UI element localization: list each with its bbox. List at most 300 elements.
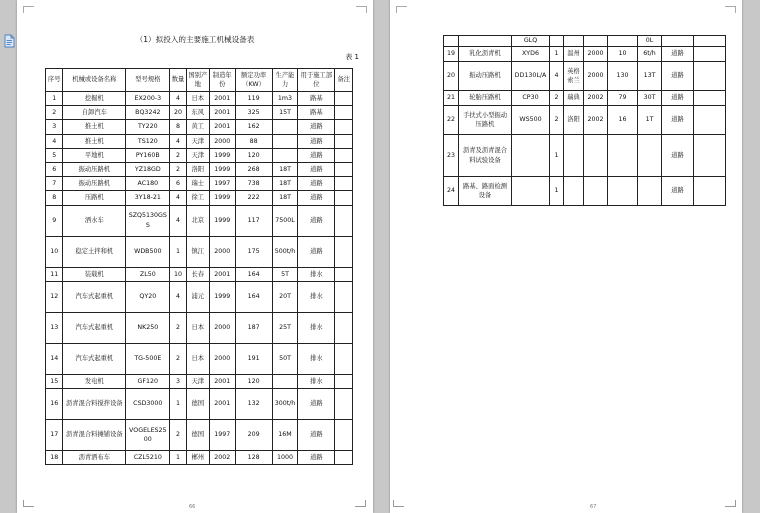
- table-cell: 温州: [564, 47, 584, 62]
- table-cell: 2001: [209, 374, 235, 388]
- table-cell: AC180: [126, 177, 170, 191]
- table-row: [46, 106, 353, 120]
- crop-mark: [355, 500, 366, 507]
- table-cell: 徐工: [186, 191, 209, 205]
- table-cell: [335, 419, 353, 450]
- table-cell: [694, 91, 726, 106]
- table-cell: 洒水车: [63, 205, 126, 236]
- table-cell: 10: [170, 267, 186, 281]
- table-cell: 道路: [662, 91, 694, 106]
- table-cell: [335, 236, 353, 267]
- table-cell: 1: [550, 47, 564, 62]
- table-cell: 14: [46, 343, 63, 374]
- left-page: [17, 0, 373, 513]
- table-cell: [335, 162, 353, 176]
- table-cell: 117: [235, 205, 272, 236]
- column-header: 国别产地: [186, 69, 209, 92]
- table-cell: WS500: [512, 106, 550, 135]
- table-cell: 162: [235, 120, 272, 134]
- table-row: [444, 36, 726, 47]
- table-cell: 1000: [272, 450, 298, 464]
- table-cell: 13: [46, 312, 63, 343]
- table-cell: 0L: [638, 36, 662, 47]
- table-cell: 88: [235, 134, 272, 148]
- table-cell: 738: [235, 177, 272, 191]
- table-cell: 13T: [638, 62, 662, 91]
- table-cell: [694, 135, 726, 177]
- table-row: [46, 281, 353, 312]
- table-cell: 20T: [272, 281, 298, 312]
- table-cell: 21: [444, 91, 459, 106]
- table-cell: 手扶式小型振动压路机: [459, 106, 512, 135]
- table-cell: 10: [46, 236, 63, 267]
- table-cell: 7500L: [272, 205, 298, 236]
- table-cell: 23: [444, 135, 459, 177]
- table-cell: 20: [444, 62, 459, 91]
- table-cell: CSD3000: [126, 388, 170, 419]
- table-cell: 3: [170, 374, 186, 388]
- table-row: [46, 191, 353, 205]
- table-cell: 压路机: [63, 191, 126, 205]
- table-row: [46, 92, 353, 106]
- table-cell: 18: [46, 450, 63, 464]
- crop-mark: [23, 6, 34, 13]
- table-cell: 镇江: [186, 236, 209, 267]
- table-cell: 2000: [209, 343, 235, 374]
- table-cell: 自卸汽车: [63, 106, 126, 120]
- table-row: [46, 177, 353, 191]
- table-cell: 120: [235, 148, 272, 162]
- table-cell: 209: [235, 419, 272, 450]
- table-cell: 推土机: [63, 120, 126, 134]
- table-cell: 挖掘机: [63, 92, 126, 106]
- table-number: 表 1: [345, 53, 359, 61]
- table-cell: [638, 135, 662, 177]
- table-cell: [335, 388, 353, 419]
- table-cell: 汽车式起重机: [63, 343, 126, 374]
- table-cell: [272, 374, 298, 388]
- table-cell: 8: [46, 191, 63, 205]
- table-cell: 191: [235, 343, 272, 374]
- table-cell: 德国: [186, 388, 209, 419]
- table-cell: 1999: [209, 205, 235, 236]
- table-cell: 18T: [272, 162, 298, 176]
- table-cell: 300t/h: [272, 388, 298, 419]
- table-cell: 4: [170, 281, 186, 312]
- table-cell: 3: [46, 120, 63, 134]
- table-cell: 日本: [186, 343, 209, 374]
- table-row: [46, 162, 353, 176]
- table-cell: 发电机: [63, 374, 126, 388]
- table-cell: [694, 177, 726, 206]
- table-cell: 119: [235, 92, 272, 106]
- table-cell: 北京: [186, 205, 209, 236]
- table-cell: GLQ: [512, 36, 550, 47]
- table-cell: 2: [170, 419, 186, 450]
- column-header: 机械或设备名称: [63, 69, 126, 92]
- table-cell: [335, 120, 353, 134]
- table-cell: 洛阳: [564, 106, 584, 135]
- column-header: 数量: [170, 69, 186, 92]
- table-cell: 沥青混合料摊铺设备: [63, 419, 126, 450]
- document-title: （1）拟投入的主要施工机械设备表: [135, 35, 255, 44]
- table-cell: 道路: [298, 148, 335, 162]
- table-cell: [335, 106, 353, 120]
- table-cell: 175: [235, 236, 272, 267]
- equipment-table-continued: [443, 35, 726, 206]
- table-cell: 日本: [186, 92, 209, 106]
- table-cell: 1: [170, 236, 186, 267]
- table-cell: [662, 36, 694, 47]
- table-cell: 排水: [298, 267, 335, 281]
- column-header: 额定功率（KW）: [235, 69, 272, 92]
- column-header: 制造年份: [209, 69, 235, 92]
- table-cell: [564, 177, 584, 206]
- table-cell: [335, 191, 353, 205]
- table-cell: SZQ5130GSS: [126, 205, 170, 236]
- table-cell: 1999: [209, 162, 235, 176]
- table-cell: 187: [235, 312, 272, 343]
- table-cell: [335, 148, 353, 162]
- table-row: [444, 177, 726, 206]
- table-cell: 道路: [298, 388, 335, 419]
- table-row: [46, 134, 353, 148]
- table-cell: 2: [550, 106, 564, 135]
- table-cell: 19: [444, 47, 459, 62]
- table-cell: XYD6: [512, 47, 550, 62]
- table-cell: 16: [46, 388, 63, 419]
- table-cell: VOGELES2500: [126, 419, 170, 450]
- table-cell: 2000: [584, 62, 608, 91]
- table-cell: 瑞典: [564, 91, 584, 106]
- table-cell: 路基: [298, 106, 335, 120]
- table-cell: 128: [235, 450, 272, 464]
- table-row: [46, 450, 353, 464]
- table-cell: 2000: [209, 312, 235, 343]
- column-header: 型号规格: [126, 69, 170, 92]
- table-cell: 英格索兰: [564, 62, 584, 91]
- table-cell: 10: [608, 47, 638, 62]
- table-cell: 6: [46, 162, 63, 176]
- table-row: [444, 135, 726, 177]
- table-cell: [272, 120, 298, 134]
- table-cell: QY20: [126, 281, 170, 312]
- crop-mark: [396, 6, 407, 13]
- table-cell: TY220: [126, 120, 170, 134]
- table-cell: 79: [608, 91, 638, 106]
- table-cell: 1: [170, 388, 186, 419]
- table-cell: 平地机: [63, 148, 126, 162]
- table-cell: NK250: [126, 312, 170, 343]
- equipment-table: [45, 68, 353, 465]
- table-cell: 日本: [186, 312, 209, 343]
- column-header: 备注: [335, 69, 353, 92]
- table-cell: 沥青及沥青混合料试验设备: [459, 135, 512, 177]
- table-cell: 4: [170, 92, 186, 106]
- table-cell: 道路: [298, 450, 335, 464]
- table-cell: 东风: [186, 106, 209, 120]
- table-cell: 25T: [272, 312, 298, 343]
- table-cell: 道路: [662, 47, 694, 62]
- table-cell: 沥青混合料搅拌设备: [63, 388, 126, 419]
- table-cell: 道路: [298, 419, 335, 450]
- table-cell: 装载机: [63, 267, 126, 281]
- column-header: 序号: [46, 69, 63, 92]
- table-cell: 17: [46, 419, 63, 450]
- table-cell: [335, 312, 353, 343]
- table-cell: 2000: [209, 134, 235, 148]
- table-cell: [512, 135, 550, 177]
- table-cell: [638, 177, 662, 206]
- table-cell: [335, 267, 353, 281]
- table-cell: 2002: [584, 91, 608, 106]
- table-cell: 道路: [298, 236, 335, 267]
- table-cell: ZL50: [126, 267, 170, 281]
- table-cell: 164: [235, 267, 272, 281]
- column-header: 生产能力: [272, 69, 298, 92]
- table-cell: 天津: [186, 134, 209, 148]
- table-cell: 振动压路机: [63, 177, 126, 191]
- table-cell: 20: [170, 106, 186, 120]
- table-cell: 1: [550, 177, 564, 206]
- crop-mark: [23, 500, 34, 507]
- table-cell: 11: [46, 267, 63, 281]
- table-cell: [335, 450, 353, 464]
- table-cell: 222: [235, 191, 272, 205]
- table-cell: 325: [235, 106, 272, 120]
- table-cell: [694, 36, 726, 47]
- table-cell: PY160B: [126, 148, 170, 162]
- table-row: [46, 419, 353, 450]
- table-header-row: [46, 69, 353, 92]
- table-cell: 7: [46, 177, 63, 191]
- crop-mark: [725, 500, 736, 507]
- table-cell: 4: [170, 191, 186, 205]
- table-cell: 道路: [662, 106, 694, 135]
- table-row: [46, 267, 353, 281]
- table-cell: TS120: [126, 134, 170, 148]
- table-cell: 洛阳: [186, 162, 209, 176]
- table-cell: 道路: [298, 162, 335, 176]
- table-cell: [335, 343, 353, 374]
- table-cell: 长春: [186, 267, 209, 281]
- table-cell: TG-500E: [126, 343, 170, 374]
- table-cell: 16: [608, 106, 638, 135]
- table-cell: 4: [170, 134, 186, 148]
- page-number: 67: [590, 504, 597, 510]
- table-cell: 5: [46, 148, 63, 162]
- table-cell: 22: [444, 106, 459, 135]
- table-cell: 30T: [638, 91, 662, 106]
- table-cell: 振动压路机: [459, 62, 512, 91]
- table-cell: [608, 135, 638, 177]
- table-cell: [694, 62, 726, 91]
- table-cell: 浦元: [186, 281, 209, 312]
- table-cell: 3Y18-21: [126, 191, 170, 205]
- table-cell: 18T: [272, 191, 298, 205]
- table-cell: 1997: [209, 177, 235, 191]
- table-cell: 道路: [662, 62, 694, 91]
- table-cell: 5T: [272, 267, 298, 281]
- table-row: [444, 91, 726, 106]
- table-cell: GF120: [126, 374, 170, 388]
- table-cell: 1: [46, 92, 63, 106]
- table-cell: [272, 148, 298, 162]
- table-cell: 120: [235, 374, 272, 388]
- table-cell: 4: [46, 134, 63, 148]
- table-cell: 16M: [272, 419, 298, 450]
- table-cell: 1997: [209, 419, 235, 450]
- table-cell: 2: [170, 343, 186, 374]
- table-row: [46, 236, 353, 267]
- table-cell: 郴州: [186, 450, 209, 464]
- table-cell: 1999: [209, 191, 235, 205]
- table-cell: 2000: [584, 47, 608, 62]
- table-cell: 排水: [298, 281, 335, 312]
- column-header: 用于施工部位: [298, 69, 335, 92]
- table-cell: 24: [444, 177, 459, 206]
- table-cell: 1999: [209, 281, 235, 312]
- table-cell: 2: [550, 91, 564, 106]
- table-cell: CZL5210: [126, 450, 170, 464]
- table-cell: BQ3242: [126, 106, 170, 120]
- table-cell: 2001: [209, 92, 235, 106]
- table-cell: 268: [235, 162, 272, 176]
- table-cell: CP30: [512, 91, 550, 106]
- table-cell: 15: [46, 374, 63, 388]
- table-cell: 2: [170, 312, 186, 343]
- table-cell: WDB500: [126, 236, 170, 267]
- table-cell: [584, 36, 608, 47]
- table-cell: 1: [170, 450, 186, 464]
- document-icon[interactable]: [3, 34, 16, 48]
- table-cell: DD130L/A: [512, 62, 550, 91]
- table-cell: 2: [170, 162, 186, 176]
- table-cell: [272, 134, 298, 148]
- table-row: [46, 148, 353, 162]
- table-cell: [694, 47, 726, 62]
- table-cell: [512, 177, 550, 206]
- table-cell: 排水: [298, 343, 335, 374]
- table-cell: 道路: [298, 134, 335, 148]
- table-row: [46, 120, 353, 134]
- table-cell: 道路: [662, 177, 694, 206]
- table-cell: 排水: [298, 374, 335, 388]
- table-cell: [564, 36, 584, 47]
- table-cell: 15T: [272, 106, 298, 120]
- table-cell: 2001: [209, 106, 235, 120]
- table-cell: 12: [46, 281, 63, 312]
- crop-mark: [356, 6, 367, 13]
- table-cell: 汽车式起重机: [63, 312, 126, 343]
- table-cell: 道路: [298, 205, 335, 236]
- table-row: [46, 374, 353, 388]
- table-cell: 道路: [298, 120, 335, 134]
- table-cell: 路基、路面检测设备: [459, 177, 512, 206]
- table-cell: 132: [235, 388, 272, 419]
- table-cell: 4: [550, 62, 564, 91]
- table-cell: 稳定土拌和机: [63, 236, 126, 267]
- table-cell: 德国: [186, 419, 209, 450]
- table-cell: [550, 36, 564, 47]
- table-cell: 路基: [298, 92, 335, 106]
- table-cell: 6t/h: [638, 47, 662, 62]
- table-cell: 6: [170, 177, 186, 191]
- right-page: [390, 0, 742, 513]
- table-cell: 推土机: [63, 134, 126, 148]
- table-row: [46, 205, 353, 236]
- table-cell: 1T: [638, 106, 662, 135]
- table-cell: 道路: [298, 177, 335, 191]
- table-cell: [335, 177, 353, 191]
- table-cell: 50T: [272, 343, 298, 374]
- table-cell: [335, 374, 353, 388]
- table-cell: 8: [170, 120, 186, 134]
- crop-mark: [393, 500, 404, 507]
- table-cell: 130: [608, 62, 638, 91]
- table-cell: 道路: [298, 191, 335, 205]
- table-row: [46, 343, 353, 374]
- table-cell: 汽车式起重机: [63, 281, 126, 312]
- table-cell: 2001: [209, 388, 235, 419]
- table-cell: 道路: [662, 135, 694, 177]
- table-cell: 天津: [186, 148, 209, 162]
- table-row: [444, 106, 726, 135]
- table-cell: [584, 177, 608, 206]
- table-cell: 轮胎压路机: [459, 91, 512, 106]
- table-cell: [584, 135, 608, 177]
- table-cell: 沥青洒布车: [63, 450, 126, 464]
- page-number: 66: [189, 504, 196, 510]
- table-cell: 2: [46, 106, 63, 120]
- table-row: [444, 62, 726, 91]
- table-cell: 2001: [209, 120, 235, 134]
- table-cell: EX200-3: [126, 92, 170, 106]
- table-cell: 1: [550, 135, 564, 177]
- table-cell: 2001: [209, 267, 235, 281]
- table-cell: [608, 177, 638, 206]
- table-cell: 2002: [584, 106, 608, 135]
- table-cell: 18T: [272, 177, 298, 191]
- table-cell: [694, 106, 726, 135]
- table-cell: 9: [46, 205, 63, 236]
- crop-mark: [725, 6, 736, 13]
- table-cell: [444, 36, 459, 47]
- table-cell: 2000: [209, 236, 235, 267]
- table-cell: 2002: [209, 450, 235, 464]
- table-cell: 排水: [298, 312, 335, 343]
- table-cell: [335, 134, 353, 148]
- table-cell: [459, 36, 512, 47]
- table-cell: YZ18GD: [126, 162, 170, 176]
- table-cell: 1m3: [272, 92, 298, 106]
- table-row: [46, 388, 353, 419]
- table-cell: 乳化沥青机: [459, 47, 512, 62]
- table-cell: 天津: [186, 374, 209, 388]
- table-cell: [564, 135, 584, 177]
- table-cell: [335, 92, 353, 106]
- table-cell: [608, 36, 638, 47]
- table-cell: 500t/h: [272, 236, 298, 267]
- table-cell: 黄工: [186, 120, 209, 134]
- table-cell: 1999: [209, 148, 235, 162]
- table-cell: 瑞士: [186, 177, 209, 191]
- table-cell: 164: [235, 281, 272, 312]
- table-row: [444, 47, 726, 62]
- table-cell: 4: [170, 205, 186, 236]
- table-cell: [335, 281, 353, 312]
- table-cell: [335, 205, 353, 236]
